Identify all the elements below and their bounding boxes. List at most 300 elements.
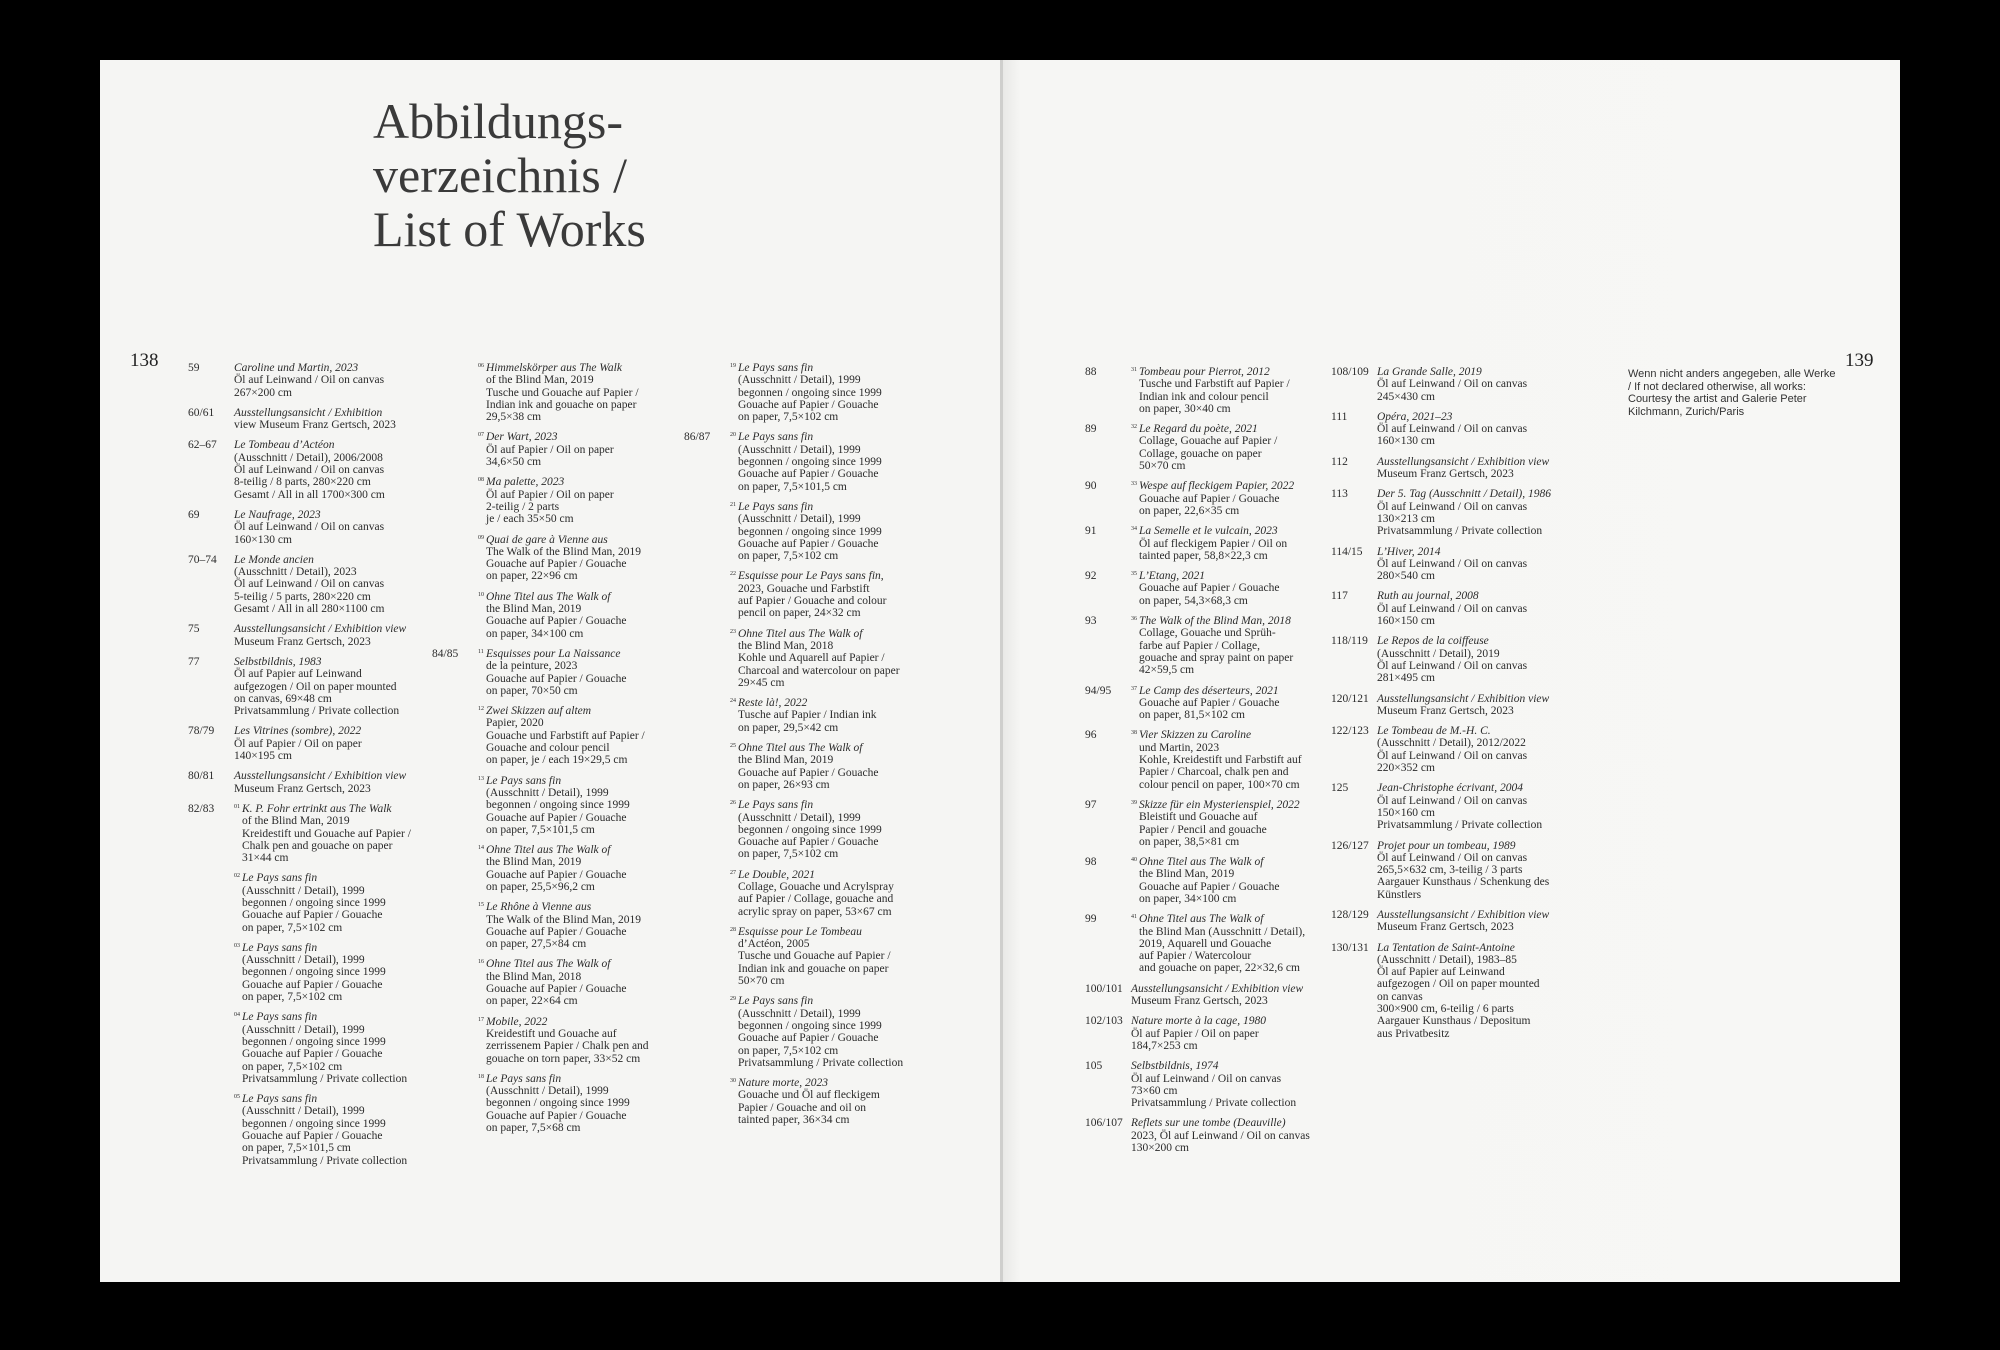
figure-number: 39 <box>1131 799 1137 806</box>
work-detail-line: (Ausschnitt / Detail), 1999 <box>738 811 861 824</box>
work-details <box>730 570 920 619</box>
work-detail-line: The Walk of the Blind Man, 2019 <box>486 545 642 558</box>
work-title-line <box>730 926 920 938</box>
work-title-line <box>1377 456 1577 468</box>
page-reference: 82/83 <box>188 802 215 815</box>
work-entry <box>1331 909 1577 934</box>
work-detail-line: Gouache auf Papier / Gouache <box>242 1130 383 1143</box>
work-detail-line: Museum Franz Gertsch, 2023 <box>234 782 371 795</box>
work-title: Ausstellungsansicht / Exhibition view <box>1377 455 1550 468</box>
work-title-line <box>730 431 920 443</box>
work-entry <box>1085 1060 1329 1109</box>
work-detail-line: on paper, je / each 19×29,5 cm <box>486 754 628 767</box>
work-detail-line: on paper, 26×93 cm <box>738 778 830 791</box>
work-title-line <box>478 534 672 546</box>
work-detail-line: on paper, 30×40 cm <box>1139 402 1231 415</box>
works-column-5 <box>1331 366 1577 1048</box>
work-entry <box>432 705 672 766</box>
work-title: Le Pays sans fin <box>242 872 318 885</box>
figure-number: 19 <box>730 363 736 369</box>
work-title: Le Tombeau de M.-H. C. <box>1377 725 1491 738</box>
work-detail-line: the Blind Man, 2019 <box>486 856 582 869</box>
work-title: Ohne Titel aus The Walk of <box>486 590 611 603</box>
work-detail-line: 281×495 cm <box>1377 672 1435 685</box>
work-detail-line: Öl auf Leinwand / Oil on canvas <box>1377 423 1528 436</box>
work-entry <box>432 958 672 1007</box>
work-detail-line: Gouache auf Papier / Gouache <box>738 836 879 849</box>
work-detail-line: Gouache und Farbstift auf Papier / <box>486 729 645 742</box>
work-detail-line: Öl auf Leinwand / Oil on canvas <box>1377 602 1528 615</box>
work-entry <box>1331 590 1577 627</box>
work-title-line <box>730 570 920 582</box>
work-title: Ausstellungsansicht / Exhibition view <box>234 623 407 636</box>
page-reference: 98 <box>1085 856 1097 869</box>
work-title-line <box>478 431 672 443</box>
page-reference: 122/123 <box>1331 725 1369 738</box>
page-reference: 125 <box>1331 782 1349 795</box>
work-title-line <box>730 995 920 1007</box>
work-entry <box>1085 570 1329 607</box>
work-detail-line: Kohle, Kreidestift und Farbstift auf <box>1139 754 1302 767</box>
work-entry <box>1085 525 1329 562</box>
work-title: Reflets sur une tombe (Deauville) <box>1131 1117 1286 1130</box>
work-title-line <box>1131 480 1329 492</box>
work-title-line <box>1131 423 1329 435</box>
work-details <box>730 742 920 791</box>
work-entry <box>188 1011 420 1085</box>
work-title: Ohne Titel aus The Walk of <box>1139 913 1264 926</box>
work-title: La Tentation de Saint-Antoine <box>1377 941 1515 954</box>
work-detail-line: Museum Franz Gertsch, 2023 <box>1377 704 1514 717</box>
work-title: K. P. Fohr ertrinkt aus The Walk <box>242 802 392 815</box>
work-title-line <box>730 799 920 811</box>
work-detail-line: on canvas <box>1377 990 1423 1003</box>
figure-number: 14 <box>478 845 484 852</box>
work-detail-line: begonnen / ongoing since 1999 <box>242 896 386 909</box>
work-detail-line: farbe auf Papier / Collage, <box>1139 639 1261 652</box>
work-entry <box>188 1093 420 1167</box>
work-detail-line: the Blind Man, 2019 <box>486 603 582 616</box>
work-detail-line: the Blind Man, 2018 <box>738 639 834 652</box>
work-detail-line: Gouache auf Papier / Gouache <box>738 1032 879 1045</box>
work-details <box>1131 423 1329 472</box>
figure-number: 33 <box>1131 481 1137 488</box>
work-details <box>730 1077 920 1126</box>
work-title: L’Etang, 2021 <box>1139 570 1206 583</box>
work-detail-line: begonnen / ongoing since 1999 <box>738 525 882 538</box>
figure-number: 02 <box>234 873 240 880</box>
work-details <box>234 509 420 546</box>
work-entry <box>684 362 920 423</box>
work-details <box>234 656 420 717</box>
work-detail-line: view Museum Franz Gertsch, 2023 <box>234 419 396 432</box>
work-detail-line: 2-teilig / 2 parts <box>486 500 560 513</box>
work-detail-line: Öl auf Leinwand / Oil on canvas <box>1377 749 1528 762</box>
figure-number: 34 <box>1131 526 1137 533</box>
work-detail-line: Indian ink and gouache on paper <box>486 398 637 411</box>
work-detail-line: Öl auf Leinwand / Oil on canvas <box>1377 794 1528 807</box>
work-title-line <box>1131 856 1329 868</box>
work-detail-line: Papier, 2020 <box>486 717 544 730</box>
page-reference: 130/131 <box>1331 941 1369 954</box>
work-detail-line: Öl auf Leinwand / Oil on canvas <box>1377 659 1528 672</box>
work-details <box>730 431 920 492</box>
work-detail-line: Gouache auf Papier / Gouache <box>1139 492 1280 505</box>
work-detail-line: Kohle und Aquarell auf Papier / <box>738 652 885 665</box>
work-title: Le Regard du poète, 2021 <box>1139 423 1258 436</box>
work-title-line <box>478 476 672 488</box>
work-title: Le Pays sans fin <box>242 1093 318 1106</box>
work-detail-line: 130×213 cm <box>1377 512 1435 525</box>
work-title: La Grande Salle, 2019 <box>1377 366 1482 378</box>
work-detail-line: Öl auf Leinwand / Oil on canvas <box>1131 1072 1282 1085</box>
work-entry <box>684 1077 920 1126</box>
courtesy-note: Wenn nicht anders angegeben, alle Werke / If not declared otherwise, all works: Courtesy the artist and Galerie Peter Kilchmann, Zurich/Paris <box>1628 368 1836 418</box>
page-reference: 97 <box>1085 798 1097 811</box>
work-title: Ohne Titel aus The Walk of <box>738 627 863 640</box>
work-detail-line: Gouache auf Papier / Gouache <box>738 398 879 411</box>
work-detail-line: Öl auf Papier / Oil on paper <box>486 488 614 501</box>
work-detail-line: (Ausschnitt / Detail), 1999 <box>242 954 365 967</box>
work-detail-line: Gouache auf Papier / Gouache <box>738 537 879 550</box>
work-detail-line: Öl auf Leinwand / Oil on canvas <box>1377 378 1528 391</box>
work-details <box>234 362 420 399</box>
work-detail-line: Gouache auf Papier / Gouache <box>486 925 627 938</box>
work-entry <box>432 534 672 583</box>
work-detail-line: Gouache auf Papier / Gouache <box>738 766 879 779</box>
work-details <box>478 476 672 525</box>
work-detail-line: Gouache auf Papier / Gouache <box>242 978 383 991</box>
work-details <box>478 1016 672 1065</box>
figure-number: 38 <box>1131 730 1137 737</box>
work-details <box>1377 411 1577 448</box>
work-detail-line: Collage, Gouache auf Papier / <box>1139 435 1278 448</box>
work-detail-line: zerrissenem Papier / Chalk pen and <box>486 1040 649 1053</box>
work-detail-line: Papier / Pencil and gouache <box>1139 823 1267 836</box>
work-detail-line: Bleistift und Gouache auf <box>1139 811 1258 824</box>
work-detail-line: Privatsammlung / Private collection <box>1377 525 1543 538</box>
work-title-line <box>1131 570 1329 582</box>
figure-number: 06 <box>478 363 484 369</box>
work-title-line <box>478 362 672 374</box>
work-details <box>1377 488 1577 537</box>
work-detail-line: on paper, 7,5×102 cm <box>738 1044 839 1057</box>
work-title: Wespe auf fleckigem Papier, 2022 <box>1139 480 1295 493</box>
work-title: Projet pour un tombeau, 1989 <box>1377 839 1516 852</box>
page-reference: 113 <box>1331 488 1348 501</box>
work-details <box>1377 725 1577 774</box>
figure-number: 07 <box>478 432 484 439</box>
work-title-line <box>234 942 420 954</box>
page-reference: 100/101 <box>1085 982 1123 995</box>
work-entry <box>684 995 920 1069</box>
work-title: Esquisses pour La Naissance <box>486 647 621 660</box>
work-entry <box>432 1073 672 1134</box>
work-detail-line: on paper, 7,5×102 cm <box>242 1060 343 1073</box>
work-detail-line: Collage, gouache on paper <box>1139 447 1262 460</box>
work-detail-line: 50×70 cm <box>738 975 785 988</box>
figure-number: 28 <box>730 926 736 933</box>
work-title-line <box>1131 685 1329 697</box>
work-title-line <box>234 623 420 635</box>
page-reference: 62–67 <box>188 439 217 452</box>
work-details <box>1377 456 1577 481</box>
page-reference: 118/119 <box>1331 635 1368 648</box>
work-details <box>1131 856 1329 905</box>
work-detail-line: Gouache auf Papier / Gouache <box>1139 696 1280 709</box>
work-detail-line: begonnen / ongoing since 1999 <box>242 1117 386 1130</box>
work-title-line <box>234 872 420 884</box>
work-title: Le Pays sans fin <box>738 431 814 444</box>
figure-number: 35 <box>1131 571 1137 578</box>
work-entry <box>1085 366 1329 415</box>
page-reference: 88 <box>1085 366 1097 378</box>
work-details <box>1377 635 1577 684</box>
work-detail-line: pencil on paper, 24×32 cm <box>738 607 861 620</box>
work-title: Esquisse pour Le Tombeau <box>738 925 862 938</box>
page-reference: 111 <box>1331 410 1348 423</box>
work-detail-line: Öl auf Leinwand / Oil on canvas <box>234 374 385 387</box>
work-details <box>478 362 672 423</box>
work-title: Le Pays sans fin <box>738 500 814 513</box>
work-title-line <box>730 501 920 513</box>
work-detail-line: Collage, Gouache und Acrylspray <box>738 880 894 893</box>
work-detail-line: on paper, 7,5×101,5 cm <box>486 823 595 836</box>
work-detail-line: begonnen / ongoing since 1999 <box>242 966 386 979</box>
work-details <box>1377 590 1577 627</box>
work-title-line <box>234 554 420 566</box>
work-title-line <box>1131 799 1329 811</box>
work-title-line <box>478 705 672 717</box>
work-title-line <box>1131 729 1329 741</box>
figure-number: 12 <box>478 706 484 713</box>
work-detail-line: Chalk pen and gouache on paper <box>242 839 393 852</box>
work-detail-line: Aargauer Kunsthaus / Schenkung des <box>1377 876 1550 889</box>
work-title-line <box>1377 590 1577 602</box>
work-detail-line: (Ausschnitt / Detail), 2012/2022 <box>1377 737 1526 750</box>
work-detail-line: Öl auf Leinwand / Oil on canvas <box>234 464 385 477</box>
work-details <box>1377 942 1577 1040</box>
work-detail-line: (Ausschnitt / Detail), 2006/2008 <box>234 451 383 464</box>
work-entry <box>1085 685 1329 722</box>
work-entry <box>188 509 420 546</box>
work-details <box>234 623 420 648</box>
work-detail-line: 160×150 cm <box>1377 615 1435 628</box>
page-reference: 78/79 <box>188 725 215 738</box>
work-title: Le Monde ancien <box>234 553 314 566</box>
work-title: Le Double, 2021 <box>738 868 815 881</box>
work-entry <box>188 942 420 1003</box>
work-title: Le Naufrage, 2023 <box>234 508 321 521</box>
work-title-line <box>478 1016 672 1028</box>
work-detail-line: 160×130 cm <box>1377 435 1435 448</box>
work-detail-line: 300×900 cm, 6-teilig / 6 parts <box>1377 1003 1514 1016</box>
work-entry <box>1085 615 1329 676</box>
work-title: Skizze für ein Mysterienspiel, 2022 <box>1139 798 1300 811</box>
work-title: Ausstellungsansicht / Exhibition view <box>1377 692 1550 705</box>
work-detail-line: The Walk of the Blind Man, 2019 <box>486 913 642 926</box>
work-detail-line: begonnen / ongoing since 1999 <box>486 1097 630 1110</box>
work-entry <box>432 476 672 525</box>
work-detail-line: 220×352 cm <box>1377 762 1435 775</box>
work-detail-line: Gouache auf Papier / Gouache <box>242 1048 383 1061</box>
work-title: Reste là!, 2022 <box>738 697 808 710</box>
work-entry <box>1085 729 1329 790</box>
work-entry <box>1331 411 1577 448</box>
figure-number: 05 <box>234 1094 240 1101</box>
work-detail-line: d’Actéon, 2005 <box>738 938 810 951</box>
page-reference: 112 <box>1331 455 1348 468</box>
work-details <box>1131 729 1329 790</box>
work-detail-line: of the Blind Man, 2019 <box>242 815 350 828</box>
work-detail-line: Öl auf Papier / Oil on paper <box>1131 1027 1259 1040</box>
work-detail-line: Charcoal and watercolour on paper <box>738 664 900 677</box>
work-detail-line: on paper, 7,5×101,5 cm <box>242 1142 351 1155</box>
work-detail-line: Tusche auf Papier / Indian ink <box>738 709 877 722</box>
figure-number: 30 <box>730 1078 736 1085</box>
work-details <box>1131 525 1329 562</box>
work-title-line <box>1131 1060 1329 1072</box>
work-title: Le Repos de la coiffeuse <box>1377 635 1489 648</box>
work-detail-line: Gouache auf Papier / Gouache <box>486 558 627 571</box>
work-detail-line: Tusche und Gouache auf Papier / <box>486 386 639 399</box>
work-detail-line: je / each 35×50 cm <box>486 513 574 526</box>
work-title-line <box>478 1073 672 1085</box>
work-title-line <box>1377 635 1577 647</box>
work-entry <box>432 648 672 697</box>
work-entry <box>188 439 420 500</box>
work-detail-line: Privatsammlung / Private collection <box>738 1056 904 1069</box>
work-detail-line: aufgezogen / Oil on paper mounted <box>1377 978 1540 991</box>
work-detail-line: Gesamt / All in all 280×1100 cm <box>234 603 385 616</box>
page-reference: 92 <box>1085 570 1097 583</box>
work-detail-line: on paper, 22,6×35 cm <box>1139 504 1240 517</box>
page-reference: 117 <box>1331 590 1348 603</box>
page-reference: 126/127 <box>1331 839 1369 852</box>
work-entry <box>188 554 420 615</box>
work-detail-line: on canvas, 69×48 cm <box>234 692 332 705</box>
work-detail-line: on paper, 38,5×81 cm <box>1139 835 1240 848</box>
work-entry <box>432 844 672 893</box>
work-title-line <box>478 901 672 913</box>
work-details <box>234 407 420 432</box>
work-detail-line: begonnen / ongoing since 1999 <box>486 799 630 812</box>
figure-number: 24 <box>730 698 736 705</box>
work-entry <box>188 362 420 399</box>
work-entry <box>188 656 420 717</box>
page-reference: 70–74 <box>188 553 217 566</box>
work-detail-line: (Ausschnitt / Detail), 1999 <box>738 1007 861 1020</box>
work-detail-line: colour pencil on paper, 100×70 cm <box>1139 778 1300 791</box>
figure-number: 03 <box>234 942 240 949</box>
work-details <box>1377 546 1577 583</box>
works-column-1 <box>188 362 420 1175</box>
work-details <box>234 439 420 500</box>
figure-number: 20 <box>730 432 736 439</box>
work-detail-line: 5-teilig / 5 parts, 280×220 cm <box>234 590 371 603</box>
work-detail-line: begonnen / ongoing since 1999 <box>738 1019 882 1032</box>
work-details <box>234 770 420 795</box>
page-reference: 77 <box>188 655 200 668</box>
work-detail-line: (Ausschnitt / Detail), 2019 <box>1377 647 1500 660</box>
work-detail-line: on paper, 34×100 cm <box>486 627 584 640</box>
work-title: Jean-Christophe écrivant, 2004 <box>1377 782 1523 795</box>
work-entry <box>432 431 672 468</box>
work-detail-line: on paper, 70×50 cm <box>486 684 578 697</box>
work-title: Zwei Skizzen auf altem <box>486 705 592 718</box>
work-detail-line: 31×44 cm <box>242 852 289 865</box>
work-detail-line: Öl auf Papier / Oil on paper <box>234 737 362 750</box>
work-detail-line: on paper, 7,5×102 cm <box>242 921 343 934</box>
work-detail-line: aus Privatbesitz <box>1377 1027 1450 1040</box>
work-title: Le Pays sans fin <box>738 362 814 374</box>
work-title: Le Pays sans fin <box>242 1011 318 1024</box>
work-detail-line: aufgezogen / Oil on paper mounted <box>234 680 397 693</box>
work-entry <box>1085 423 1329 472</box>
work-entry <box>1085 983 1329 1008</box>
work-detail-line: 50×70 cm <box>1139 460 1186 473</box>
work-detail-line: Papier / Gouache and oil on <box>738 1101 867 1114</box>
work-detail-line: Gouache auf Papier / Gouache <box>738 468 879 481</box>
work-title-line <box>1377 488 1577 500</box>
title-line-2: verzeichnis / <box>373 147 628 203</box>
work-detail-line: Collage, Gouache und Sprüh- <box>1139 627 1276 640</box>
work-entry <box>188 770 420 795</box>
work-detail-line: Öl auf fleckigem Papier / Oil on <box>1139 537 1288 550</box>
work-detail-line: (Ausschnitt / Detail), 1999 <box>738 513 861 526</box>
work-details <box>478 901 672 950</box>
page-reference: 108/109 <box>1331 366 1369 378</box>
figure-number: 01 <box>234 803 240 810</box>
work-detail-line: 8-teilig / 8 parts, 280×220 cm <box>234 476 371 489</box>
page-reference: 69 <box>188 508 200 521</box>
work-detail-line: the Blind Man (Ausschnitt / Detail), <box>1139 925 1306 938</box>
page-reference: 91 <box>1085 525 1097 538</box>
work-title-line <box>234 407 420 419</box>
work-title: Himmelskörper aus The Walk <box>486 362 622 374</box>
work-detail-line: 160×130 cm <box>234 533 292 546</box>
work-detail-line: 2023, Gouache und Farbstift <box>738 582 870 595</box>
work-detail-line: auf Papier / Watercolour <box>1139 950 1252 963</box>
work-detail-line: Öl auf Papier auf Leinwand <box>1377 966 1505 979</box>
work-detail-line: 73×60 cm <box>1131 1084 1178 1097</box>
work-entry <box>684 697 920 734</box>
work-details <box>730 799 920 860</box>
work-title-line <box>1377 725 1577 737</box>
work-title-line <box>478 591 672 603</box>
work-detail-line: on paper, 29,5×42 cm <box>738 721 839 734</box>
work-detail-line: 280×540 cm <box>1377 570 1435 583</box>
work-detail-line: Museum Franz Gertsch, 2023 <box>1377 468 1514 481</box>
work-entry <box>1085 1015 1329 1052</box>
work-title: Der Wart, 2023 <box>486 431 558 444</box>
page-title <box>373 94 646 256</box>
work-details <box>478 705 672 766</box>
work-details <box>1131 1015 1329 1052</box>
figure-number: 22 <box>730 571 736 578</box>
work-title: Le Pays sans fin <box>738 799 814 812</box>
work-entry <box>1331 366 1577 403</box>
page-reference: 59 <box>188 362 200 374</box>
work-title-line <box>1377 840 1577 852</box>
work-detail-line: begonnen / ongoing since 1999 <box>738 386 882 399</box>
title-line-3: List of Works <box>373 201 646 257</box>
work-title: Mobile, 2022 <box>486 1015 548 1028</box>
work-details <box>1377 693 1577 718</box>
work-detail-line: Gouache auf Papier / Gouache <box>1139 582 1280 595</box>
page-reference: 60/61 <box>188 406 215 419</box>
work-title: Ausstellungsansicht / Exhibition view <box>234 770 407 783</box>
